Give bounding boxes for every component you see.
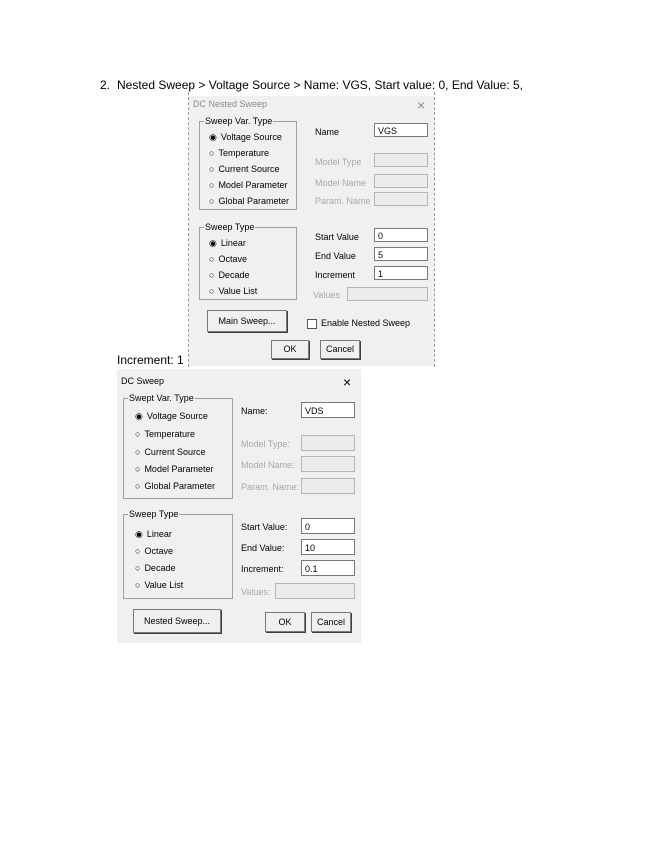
radio-label: Octave <box>218 254 247 264</box>
radio-empty-icon: ○ <box>209 148 215 158</box>
model-name-label: Model Name <box>315 178 367 188</box>
increment-field[interactable]: 0.1 <box>301 560 355 576</box>
radio-empty-icon: ○ <box>135 546 141 556</box>
close-icon[interactable]: × <box>417 97 426 113</box>
radio-label: Value List <box>218 286 258 296</box>
model-name-label: Model Name: <box>241 460 295 470</box>
name-label: Name <box>315 127 340 137</box>
radio-octave[interactable] <box>209 254 247 264</box>
radio-current-source[interactable] <box>135 447 205 457</box>
radio-empty-icon: ○ <box>135 464 141 474</box>
end-value-field[interactable]: 10 <box>301 539 355 555</box>
group-legend: Sweep Type <box>205 222 255 232</box>
nested-sweep-dialog <box>189 96 434 366</box>
radio-temperature[interactable] <box>135 429 195 439</box>
radio-label: Decade <box>144 563 176 573</box>
dc-sweep-dialog <box>117 369 361 643</box>
radio-current-source[interactable] <box>209 164 279 174</box>
page-guide-line <box>434 92 435 367</box>
main-sweep-button[interactable]: Main Sweep... <box>207 310 287 332</box>
radio-label: Global Parameter <box>218 196 289 206</box>
ok-button[interactable]: OK <box>265 612 305 632</box>
radio-empty-icon: ○ <box>209 196 215 206</box>
checkbox-icon <box>307 319 317 329</box>
radio-empty-icon: ○ <box>209 270 215 280</box>
model-type-label: Model Type: <box>241 439 290 449</box>
param-name-label: Param. Name <box>315 196 371 206</box>
values-label: Values <box>313 290 340 300</box>
model-type-field <box>301 435 355 451</box>
end-value-label: End Value: <box>241 543 285 553</box>
radio-empty-icon: ○ <box>135 563 141 573</box>
increment-field[interactable]: 1 <box>374 266 428 280</box>
radio-decade[interactable] <box>209 270 249 280</box>
radio-selected-icon: ◉ <box>135 529 143 539</box>
start-value-field[interactable]: 0 <box>301 518 355 534</box>
start-value-label: Start Value <box>315 232 359 242</box>
radio-empty-icon: ○ <box>135 580 141 590</box>
radio-model-parameter[interactable] <box>209 180 287 190</box>
radio-empty-icon: ○ <box>209 254 215 264</box>
radio-empty-icon: ○ <box>209 286 215 296</box>
radio-global-parameter[interactable] <box>209 196 289 206</box>
radio-linear[interactable] <box>209 238 246 249</box>
radio-label: Linear <box>146 529 172 539</box>
radio-label: Voltage Source <box>146 411 208 421</box>
group-legend: Swept Var. Type <box>129 393 194 403</box>
radio-decade[interactable] <box>135 563 175 573</box>
radio-label: Temperature <box>144 429 195 439</box>
list-item-number: 2. <box>100 78 111 92</box>
model-name-field <box>374 174 428 188</box>
cancel-button[interactable]: Cancel <box>320 340 360 359</box>
enable-nested-sweep-checkbox[interactable] <box>307 318 410 329</box>
radio-label: Temperature <box>218 148 269 158</box>
radio-label: Octave <box>144 546 173 556</box>
name-field[interactable]: VGS <box>374 123 428 137</box>
start-value-label: Start Value: <box>241 522 288 532</box>
increment-label: Increment: <box>241 564 284 574</box>
radio-selected-icon: ◉ <box>209 132 217 142</box>
radio-empty-icon: ○ <box>209 180 215 190</box>
radio-label: Value List <box>144 580 184 590</box>
radio-voltage-source[interactable] <box>135 411 208 422</box>
radio-linear[interactable] <box>135 529 172 540</box>
close-icon[interactable]: × <box>343 374 352 390</box>
group-legend: Sweep Var. Type <box>205 116 273 126</box>
instruction-line-continued: Increment: 1 <box>117 353 184 367</box>
model-type-field <box>374 153 428 167</box>
cancel-button[interactable]: Cancel <box>311 612 351 632</box>
end-value-field[interactable]: 5 <box>374 247 428 261</box>
param-name-field <box>374 192 428 206</box>
radio-label: Model Parameter <box>218 180 288 190</box>
radio-empty-icon: ○ <box>135 447 141 457</box>
radio-empty-icon: ○ <box>135 481 141 491</box>
checkbox-label: Enable Nested Sweep <box>321 318 411 328</box>
radio-global-parameter[interactable] <box>135 481 215 491</box>
radio-label: Linear <box>220 238 246 248</box>
radio-empty-icon: ○ <box>209 164 215 174</box>
values-field <box>347 287 428 301</box>
radio-label: Current Source <box>144 447 206 457</box>
radio-model-parameter[interactable] <box>135 464 213 474</box>
radio-selected-icon: ◉ <box>135 411 143 421</box>
name-label: Name: <box>241 406 268 416</box>
instruction-line: Nested Sweep > Voltage Source > Name: VGS, Start value: 0, End Value: 5, <box>117 78 524 92</box>
nested-sweep-button[interactable]: Nested Sweep... <box>133 609 221 633</box>
values-label: Values: <box>241 587 271 597</box>
radio-label: Decade <box>218 270 250 280</box>
radio-value-list[interactable] <box>209 286 257 296</box>
radio-octave[interactable] <box>135 546 173 556</box>
increment-label: Increment <box>315 270 356 280</box>
model-name-field <box>301 456 355 472</box>
dialog-title: DC Nested Sweep <box>193 99 268 109</box>
dialog-title: DC Sweep <box>121 376 165 386</box>
radio-temperature[interactable] <box>209 148 269 158</box>
radio-selected-icon: ◉ <box>209 238 217 248</box>
start-value-field[interactable]: 0 <box>374 228 428 242</box>
model-type-label: Model Type <box>315 157 362 167</box>
radio-empty-icon: ○ <box>135 429 141 439</box>
param-name-label: Param. Name: <box>241 482 300 492</box>
radio-label: Global Parameter <box>144 481 215 491</box>
end-value-label: End Value <box>315 251 356 261</box>
name-field[interactable]: VDS <box>301 402 355 418</box>
radio-label: Current Source <box>218 164 280 174</box>
radio-label: Voltage Source <box>220 132 282 142</box>
values-field <box>275 583 355 599</box>
radio-value-list[interactable] <box>135 580 183 590</box>
group-legend: Sweep Type <box>129 509 179 519</box>
ok-button[interactable]: OK <box>271 340 309 359</box>
param-name-field <box>301 478 355 494</box>
radio-label: Model Parameter <box>144 464 214 474</box>
radio-voltage-source[interactable] <box>209 132 282 143</box>
